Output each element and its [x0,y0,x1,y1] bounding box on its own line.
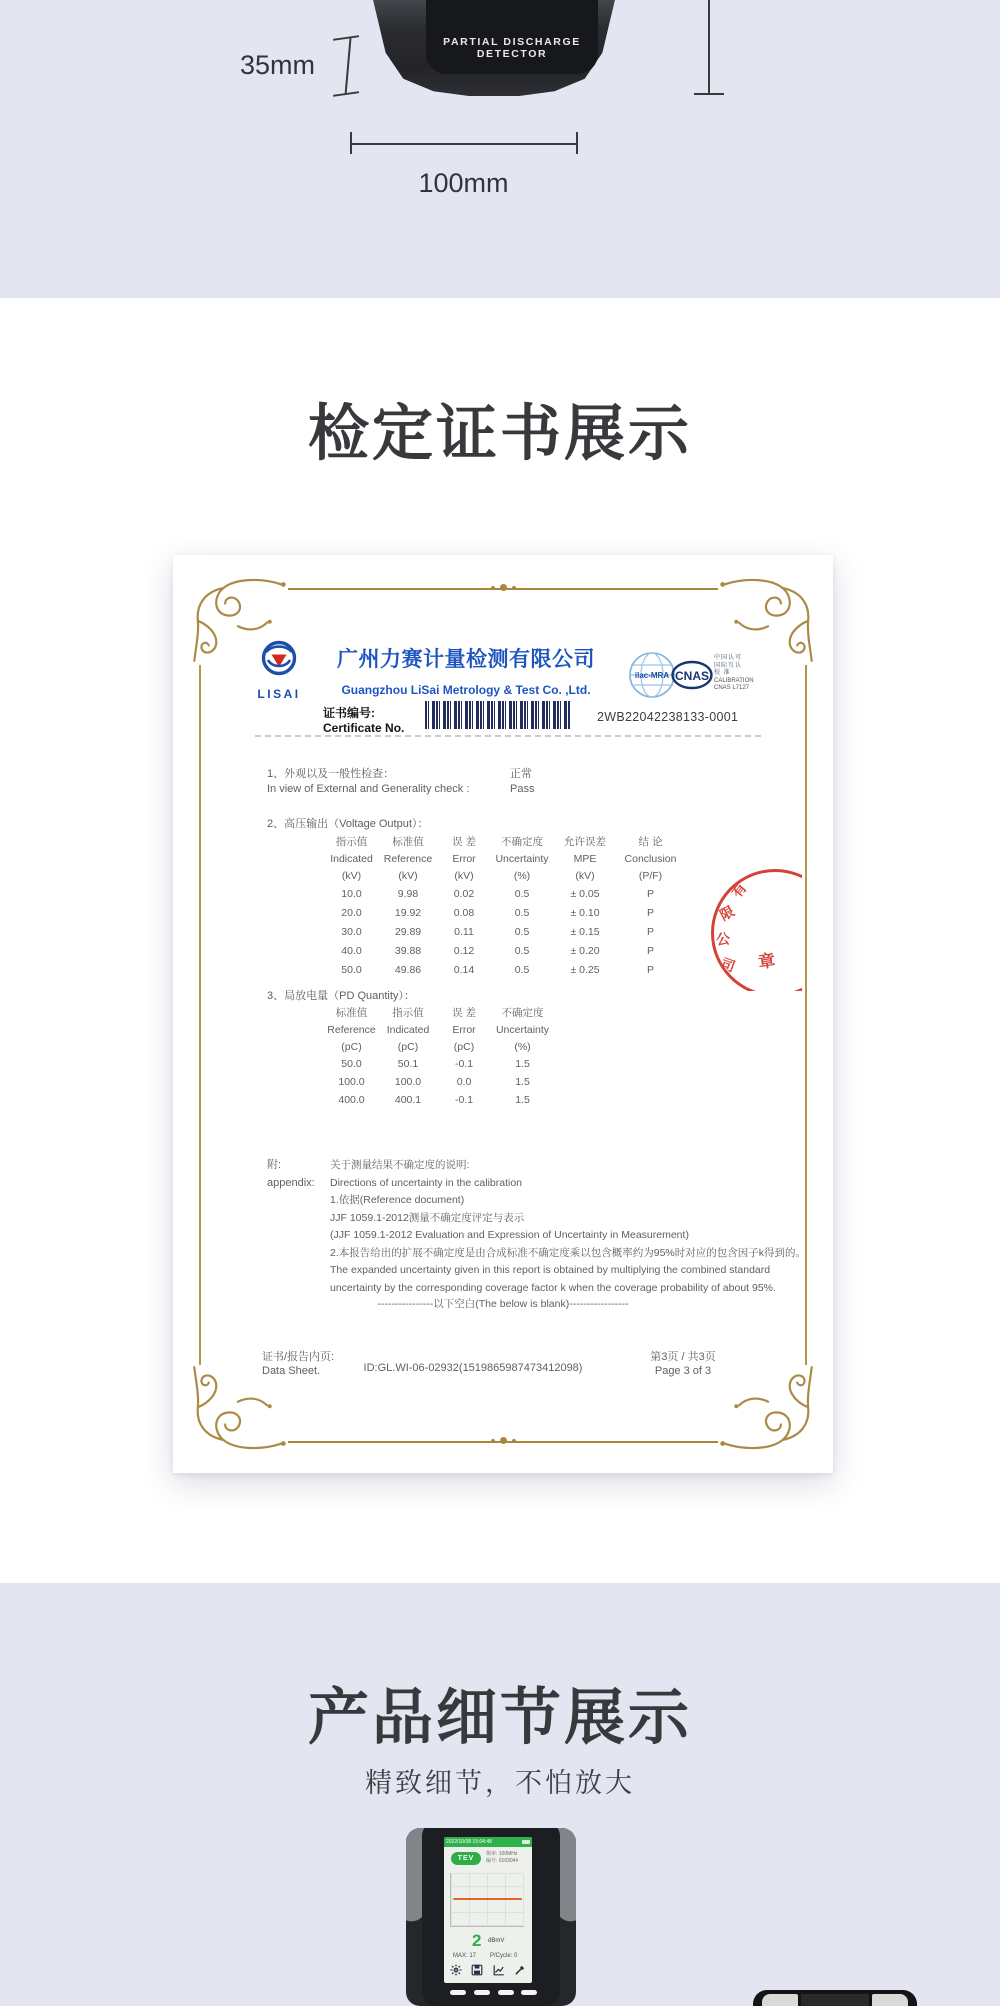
table-cell: 0.08 [453,907,475,919]
table-cell: P [646,888,654,900]
table-cell: ± 0.15 [570,926,600,938]
table-cell: 0.5 [514,907,530,919]
device-corner-pad [762,1994,798,2006]
dimension-tick [576,132,578,154]
table-header-row [323,853,683,866]
table-cell: 30.0 [341,926,362,938]
table-cell: 指示值 [392,1007,424,1019]
table-cell: 指示值 [335,836,368,848]
gold-rule-dots [173,584,833,591]
battery-icon [522,1840,530,1844]
device-brand-text: PARTIAL DISCHARGE DETECTOR [443,36,581,60]
max-reading: MAX: 17 [453,1953,477,1959]
appendix-line: (JJF 1059.1-2012 Evaluation and Expression of Uncertainty in Measurement) [330,1229,689,1241]
appendix-line: Directions of uncertainty in the calibration [330,1176,523,1189]
table-cell: (kV) [398,870,418,882]
table-cell: (kV) [341,870,362,882]
blank-below-marker: ----------------以下空白(The below is blank)----------------- [377,1298,629,1310]
table-cell: P [646,945,654,957]
table-row [323,926,683,939]
reading-unit: dBmV [488,1938,505,1944]
product-photo-top [368,0,620,96]
dimension-height-label: 35mm [240,50,316,80]
appendix-label: 附: appendix: [267,1159,315,1189]
table-cell: (pC) [453,1041,475,1053]
table-cell: 0.0 [456,1076,472,1088]
table-cell: 20.0 [341,907,362,919]
certificate-section [0,298,1000,1583]
lisai-logo-icon [256,639,302,681]
chart-signal-line [453,1898,522,1900]
product-photo-detail [406,1828,576,2006]
table-cell: 0.5 [514,945,530,957]
table-header-row [323,1007,553,1020]
screen-status-bar [444,1837,532,1847]
table-cell: 39.88 [394,945,422,957]
appendix-line: JJF 1059.1-2012测量不确定度评定与表示 [330,1211,525,1224]
screen-timestamp: 2022/10/08 15:04:48 [446,1839,492,1845]
table-row [323,888,683,901]
table-row [323,1094,553,1107]
dimension-line-right [708,0,710,94]
table-cell: 0.5 [514,888,530,900]
table-cell: 50.0 [341,964,362,976]
certificate-section-title: 检定证书展示 [307,399,692,467]
cycle-reading: P/Cycle: 0 [490,1953,518,1959]
svg-text:ilac-MRA: ilac-MRA [634,671,670,680]
dimension-tick [333,35,359,40]
table-header-row [323,836,683,849]
table-cell: 50.0 [341,1058,362,1070]
gold-border-left [199,665,201,1365]
table-cell: (pC) [397,1041,419,1053]
table-cell: P [646,926,654,938]
table-units-row [323,1041,553,1054]
dimension-tick [350,132,352,154]
table-cell: 0.5 [514,964,530,976]
table-cell: 0.14 [453,964,475,976]
gold-rule-dots [173,1437,833,1444]
dimension-tick [333,91,359,96]
screen-info-text: 频率: 100MHz 编号: 010304# [486,1851,519,1864]
footer-doc-type: 证书/报告内页: Data Sheet. [262,1351,335,1377]
company-logo [249,639,309,701]
table-cell: 49.86 [394,964,422,976]
table-cell: 100.0 [394,1076,422,1088]
table-cell: 0.12 [453,945,475,957]
dimension-line-width [350,143,577,145]
table-cell: (kV) [454,870,474,882]
table-row [323,1058,553,1071]
table-cell: P [646,907,654,919]
table-cell: 1.5 [515,1076,530,1088]
table-cell: 不确定度 [501,836,543,848]
detail-section-title: 产品细节展示 [307,1683,692,1751]
table-cell: 允许误差 [564,836,606,848]
table-cell: Indicated [330,853,373,865]
table-cell: MPE [573,853,597,865]
product-photo-edge [753,1990,917,2006]
table-cell: ± 0.05 [570,888,600,900]
table-row [323,945,683,958]
table-cell: 结 论 [638,836,663,848]
table-cell: -0.1 [454,1058,474,1070]
device-front-panel [426,0,598,74]
table-cell: 10.0 [341,888,362,900]
table-cell: 19.92 [394,907,422,919]
appendix-line: The expanded uncertainty given in this report is obtained by multiplying the combined standard [330,1264,771,1276]
table-cell: P [646,964,654,976]
hardware-button [450,1990,466,1995]
detail-section-subtitle: 精致细节，不怕放大 [365,1768,635,1798]
section2-title: 2、高压输出（Voltage Output）： [267,818,429,830]
table-cell: 标准值 [392,836,424,848]
red-seal-stamp: 有 限 公 司 章 [708,867,802,991]
table-row [323,1076,553,1089]
gear-icon [450,1964,462,1976]
table-cell: 误 差 [452,836,476,848]
dimension-line-height [345,38,351,95]
footer-document-id: ID:GL.WI-06-02932(1519865987473412098) [363,1362,583,1374]
appendix-line: 1.依据(Reference document) [330,1194,465,1206]
table-cell: (P/F) [638,870,663,882]
dashed-separator [255,735,761,737]
table-cell: 不确定度 [501,1007,544,1019]
table-cell: Conclusion [624,853,677,865]
table-units-row [323,870,683,883]
table-cell: 29.89 [394,926,422,938]
ilac-mra-badge-icon [628,651,676,699]
table-cell: Uncertainty [495,853,549,865]
tev-mode-badge: TEV [451,1852,481,1865]
table-row [323,964,683,977]
table-cell: Reference [327,1024,376,1036]
table-cell: 400.0 [338,1094,365,1106]
table-cell: (kV) [575,870,595,882]
footer-page-number: 第3页 / 共3页 Page 3 of 3 [650,1351,716,1377]
table-cell: 9.98 [397,888,419,900]
probe-pen-icon [514,1964,526,1976]
detail-section [0,1583,1000,2006]
table-cell: 100.0 [338,1076,365,1088]
table-cell: (%) [513,870,531,882]
table-cell: -0.1 [454,1094,474,1106]
certificate-document [173,555,833,1473]
logo-wordmark: LISAI [257,687,301,701]
table-cell: ± 0.20 [570,945,600,957]
table-cell: 标准值 [335,1007,368,1019]
hardware-button [521,1990,537,1995]
table-row [323,907,683,920]
reading-value: 2 [472,1931,482,1950]
dimension-width-label: 100mm [418,168,509,198]
table-cell: ± 0.25 [570,964,600,976]
table-cell: Error [452,1024,476,1036]
svg-text:CNAS: CNAS [674,669,710,683]
top-hero-section [0,0,1000,298]
table-cell: Reference [383,853,433,865]
table-cell: 400.1 [394,1094,422,1106]
certificate-number-value: 2WB22042238133-0001 [597,710,739,724]
table-cell: 0.5 [514,926,530,938]
table-cell: Indicated [386,1024,430,1036]
table-cell: 误 差 [452,1007,476,1019]
device-top-band [801,1994,869,2006]
chart-icon [493,1964,505,1976]
table-cell: ± 0.10 [570,907,600,919]
company-name-en: Guangzhou LiSai Metrology & Test Co. ,Ltd. [341,683,591,697]
appendix-line: uncertainty by the corresponding coverage factor k when the coverage probability of about 95%. [330,1281,776,1294]
table-cell: 1.5 [515,1094,530,1106]
barcode [425,701,571,729]
table-cell: 50.1 [397,1058,419,1070]
section1-result-cn: 正常 [510,768,532,780]
hardware-button [498,1990,514,1995]
table-cell: 1.5 [515,1058,530,1070]
screen-toolbar [450,1964,526,1976]
table-cell: 40.0 [341,945,362,957]
section1-result-en: Pass [510,783,535,795]
table-cell: (%) [514,1041,531,1053]
table-cell: 0.11 [454,926,474,938]
appendix-line: 2.本报告给出的扩展不确定度是由合成标准不确定度乘以包含概率约为95%时对应的包含因子k得到的。 [330,1246,807,1259]
device-screen [444,1837,532,1983]
table-header-row [323,1024,553,1037]
section3-title: 3、局放电量（PD Quantity）： [267,990,415,1002]
table-cell: 0.02 [453,888,475,900]
table-cell: Uncertainty [495,1024,550,1036]
hardware-button [474,1990,490,1995]
screen-chart [450,1873,524,1927]
appendix-body [330,1157,820,1297]
appendix-line: 关于测量结果不确定度的说明: [330,1159,470,1171]
cnas-badge-icon [671,659,713,691]
save-icon [471,1964,483,1976]
section1-title-en: In view of External and Generality check : [267,783,470,795]
device-corner-pad [872,1994,908,2006]
certificate-number-label: 证书编号: Certificate No. [323,706,405,735]
accreditation-text: 中国认可 国际互认 校 准 CALIBRATION CNAS L7127 [714,655,754,691]
table-cell: Error [452,853,476,865]
section1-title-cn: 1、外观以及一般性检查： [267,768,395,780]
dimension-tick [694,93,724,95]
company-name-cn: 广州力赛计量检测有限公司 [337,648,595,671]
table-cell: (pC) [341,1041,362,1053]
